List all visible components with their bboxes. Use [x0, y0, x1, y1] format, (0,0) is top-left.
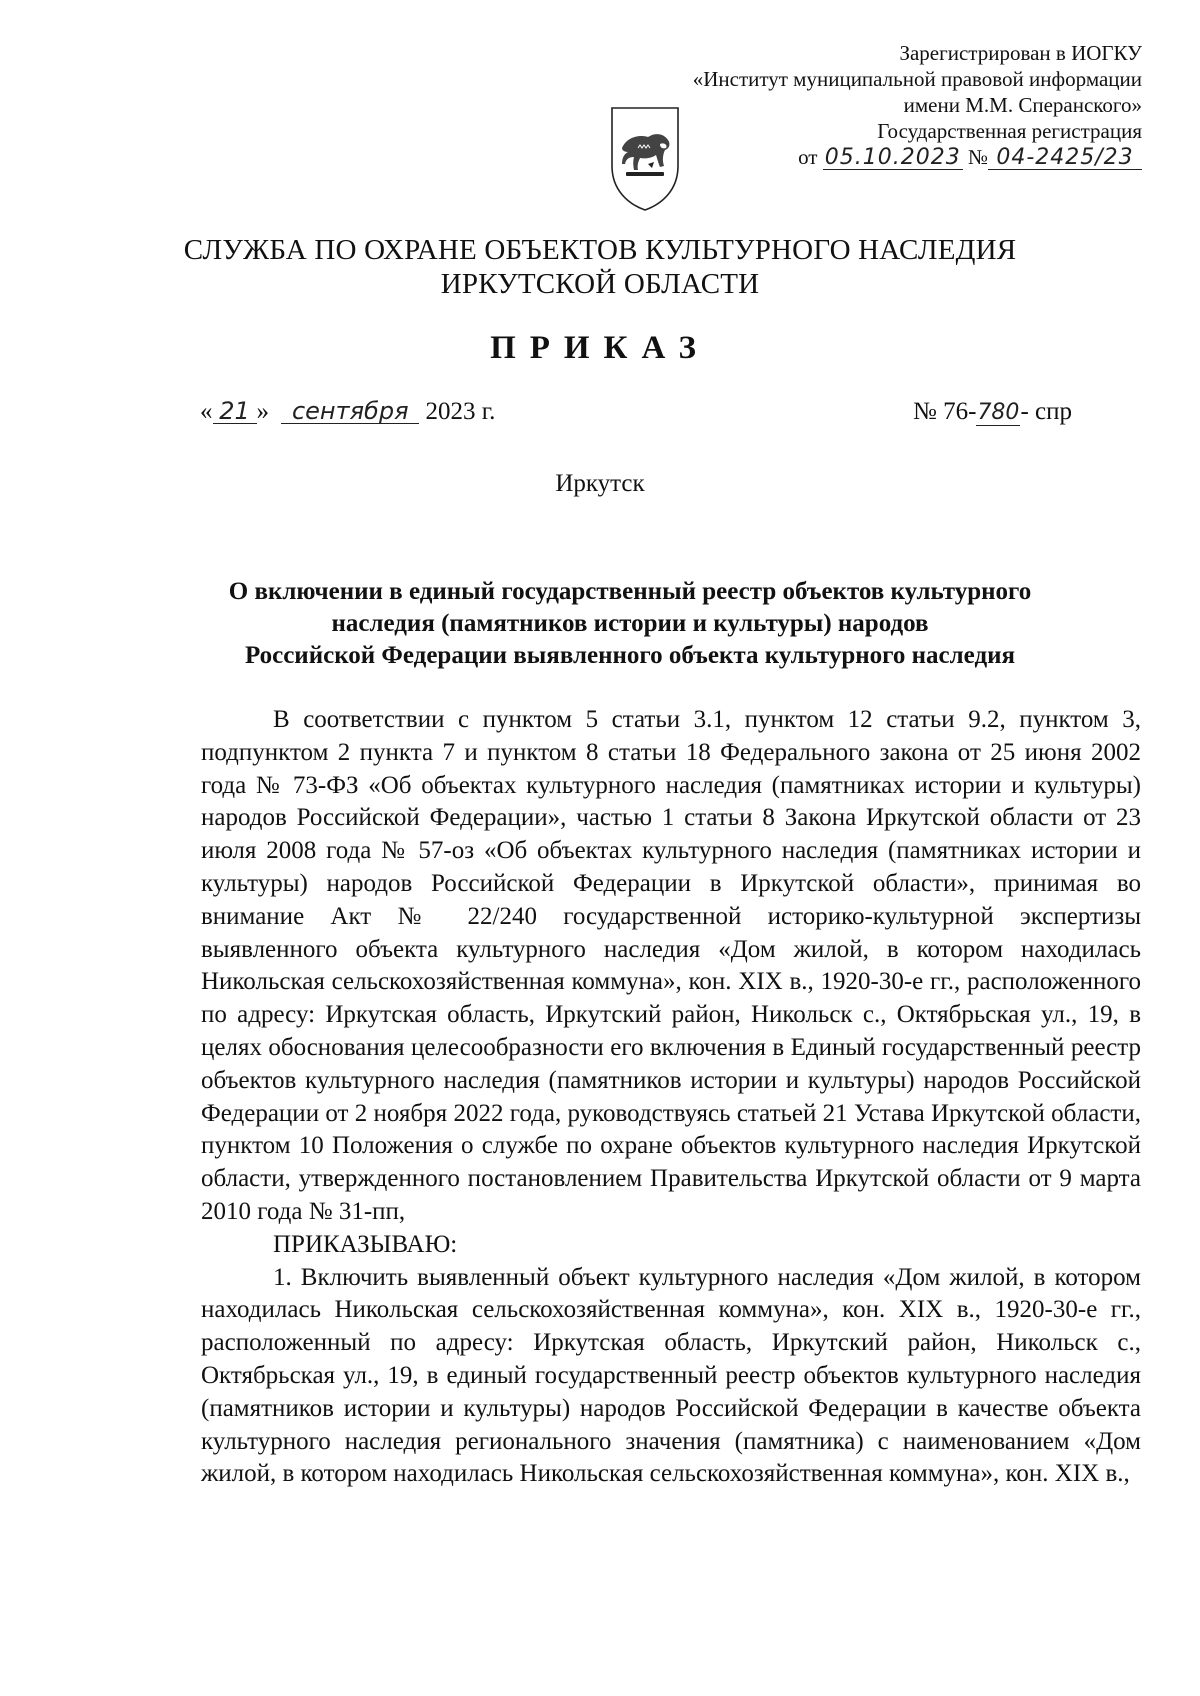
registration-date-number-line [693, 144, 1142, 170]
order-word: ПРИКАЗЫВАЮ: [273, 1230, 458, 1258]
document-type-title: ПРИКАЗ [490, 330, 710, 366]
registration-stamp [693, 40, 1142, 170]
order-number-suffix: - спр [1020, 398, 1072, 425]
agency-line-2: ИРКУТСКОЙ ОБЛАСТИ [440, 268, 760, 300]
subject-line-2: наследия (памятников истории и культуры) народов [331, 610, 929, 637]
preamble-paragraph: В соответствии с пунктом 5 статьи 3.1, пунктом 12 статьи 9.2, пунктом 3, подпунктом 2 пункта 7 и пунктом 8 статьи 18 Федерального закона от 25 июня 2002 года № 73-ФЗ «Об объектах культурного наследия (памятниках истории и культуры) народов Российской Федерации», частью 1 статьи 8 Закона Иркутской области от 23 июля 2008 года № 57-оз «Об объектах культурного наследия (памятниках истории и культуры) народов Российской Федерации в Иркутской области», принимая во внимание Акт № 22/240 государственной историко-культурной экспертизы выявленного объекта культурного наследия «Дом жилой, в котором находилась Никольская сельскохозяйственная коммуна», кон. XIX в., 1920-30-е гг., расположенного по адресу: Иркутская область, Иркутский район, Никольск с., Октябрьская ул., 19, в целях обоснования целесообразности его включения в Единый государственный реестр объектов культурного наследия (памятников истории и культуры) народов Российской Федерации от 2 ноября 2022 года, руководствуясь статьей 21 Устава Иркутской области, пунктом 10 Положения о службе по охране объектов культурного наследия Иркутской области, утвержденного постановлением Правительства Иркутской области от 9 марта 2010 года № 31-пп, [201, 706, 1141, 1225]
date-month: сентября [281, 399, 419, 424]
item-1-paragraph: 1. Включить выявленный объект культурного наследия «Дом жилой, в котором находилась Никольская сельскохозяйственная коммуна», кон. XIX в., 1920-30-е гг., расположенный по адресу: Иркутская область, Иркутский район, Никольск с., Октябрьская ул., 19, в единый государственный реестр объектов культурного наследия (памятников истории и культуры) народов Российской Федерации в качестве объекта культурного наследия регионального значения (памятника) с наименованием «Дом жилой, в котором находилась Никольская сельскохозяйственная коммуна», кон. XIX в., [201, 1263, 1141, 1488]
subject-line-1: О включении в единый государственный реестр объектов культурного [228, 578, 1032, 605]
registration-line-1: Зарегистрирован в ИОГКУ [899, 41, 1142, 65]
order-number-handwritten: 780 [977, 400, 1020, 425]
order-number-prefix: № 76- [913, 398, 977, 425]
registration-number-prefix: № [967, 145, 988, 169]
agency-heading [0, 233, 1200, 301]
order-subject [190, 576, 1070, 672]
subject-line-3: Российской Федерации выявленного объекта культурного наследия [244, 642, 1016, 669]
coat-of-arms-icon [608, 104, 682, 212]
date-open-quote: « [200, 398, 213, 425]
city: Иркутск [555, 470, 645, 497]
registration-number: 04-2425/23 [988, 147, 1142, 170]
order-date [200, 398, 495, 426]
registration-line-4: Государственная регистрация [877, 119, 1142, 143]
registration-line-2: «Институт муниципальной правовой информации [692, 67, 1142, 91]
registration-date-prefix: от [798, 145, 818, 169]
date-year: 2023 г. [425, 398, 496, 425]
date-close-quote: » [256, 398, 269, 425]
registration-line-3: имени М.М. Сперанского» [903, 93, 1142, 117]
order-body [201, 704, 1141, 1491]
order-number [913, 398, 1072, 426]
agency-line-1: СЛУЖБА ПО ОХРАНЕ ОБЪЕКТОВ КУЛЬТУРНОГО НАСЛЕДИЯ [183, 234, 1017, 266]
registration-date: 05.10.2023 [824, 145, 961, 170]
date-day: 21 [213, 399, 257, 424]
